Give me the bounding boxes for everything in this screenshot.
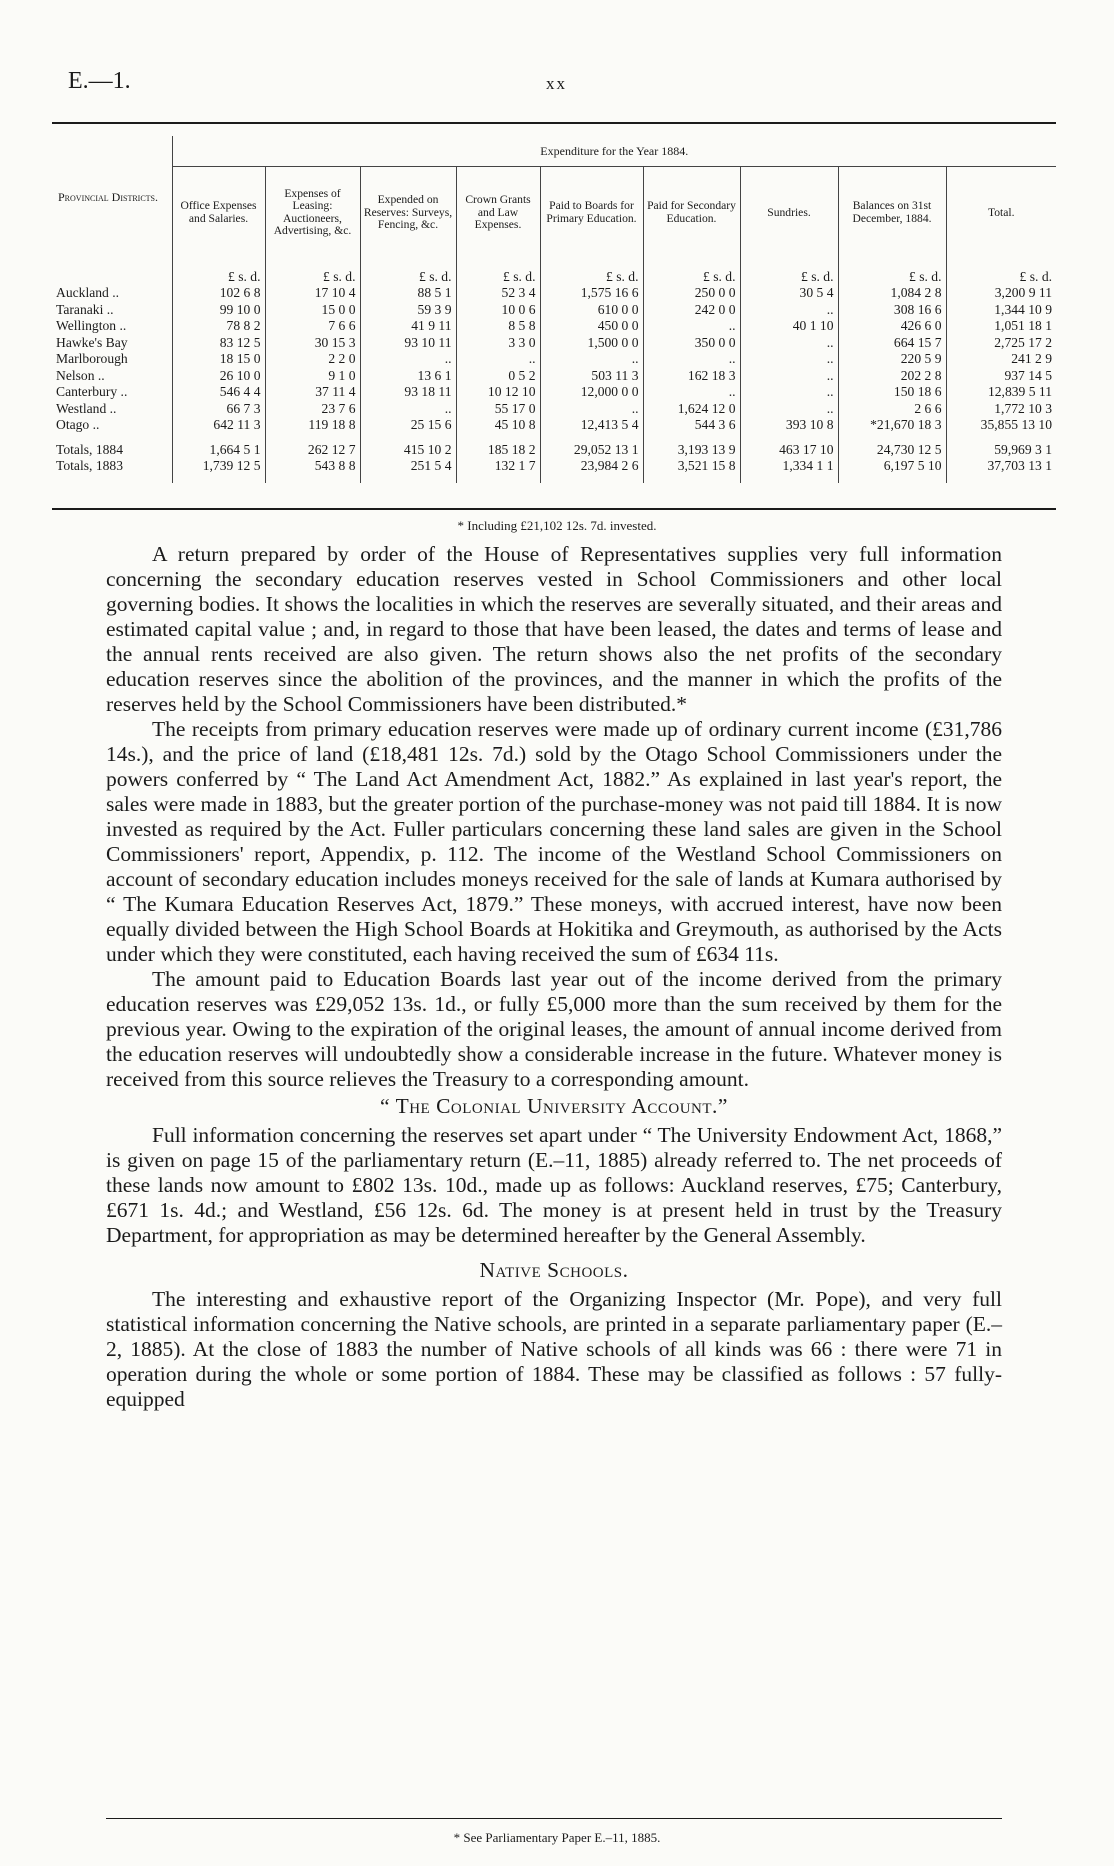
table-cell [172, 475, 265, 483]
table-cell: 30 5 4 [740, 285, 838, 302]
table-cell: 2 6 6 [838, 401, 946, 418]
page-header [68, 68, 1058, 98]
table-cell: 1,500 0 0 [540, 335, 643, 352]
table-cell: £ s. d. [1019, 268, 1053, 284]
table-cell [456, 434, 540, 442]
table-cell [360, 434, 456, 442]
table-cell: 93 10 11 [360, 335, 456, 352]
table-cell: 503 11 3 [540, 368, 643, 385]
table-cell: £ s. d. [456, 259, 540, 286]
table-row [52, 318, 1056, 335]
table-cell: 1,575 16 6 [540, 285, 643, 302]
table-top-rule [52, 122, 1056, 124]
table-cell: £ s. d. [172, 259, 265, 286]
paragraph-secondary-reserves: A return prepared by order of the House of Representatives supplies very full information concerning the secondary education reserves vested in School Commissioners and other local governing bodies. It shows the localities in which the reserves are severally situated, and their areas and estimated capital value ; and, in regard to those that have been leased, the dates and terms of lease and the annual rents received are also given. The return shows also the net profits of the secondary education reserves since the abolition of the provinces, and the manner in which the profits of the reserves held by the School Commissioners have been distributed.* [106, 542, 1002, 716]
page-id: E.—1. [68, 68, 131, 94]
table-cell: 350 0 0 [643, 335, 740, 352]
body-text [106, 542, 1002, 1412]
table-cell: 23,984 2 6 [540, 458, 643, 475]
table-cell: 162 18 3 [643, 368, 740, 385]
table-cell: 24,730 12 5 [838, 442, 946, 459]
table-cell: 1,084 2 8 [838, 285, 946, 302]
table-cell: .. [360, 351, 456, 368]
table-cell: 45 10 8 [456, 417, 540, 434]
page-footnote: * See Parliamentary Paper E.–11, 1885. [453, 1830, 661, 1845]
table-cell: 242 0 0 [643, 302, 740, 319]
district-name: Hawke's Bay [52, 335, 172, 352]
paragraph-boards-payment: The amount paid to Education Boards last year out of the income derived from the primary education reserves was £29,052 13s. 1d., or fully £5,000 more than the sum received by them for the previous year. Owing to the expiration of the original leases, the amount of annual income derived from the education reserves will undoubtedly show a considerable increase in the future. Whatever money is received from this source relieves the Treasury to a corresponding amount. [106, 967, 1002, 1091]
district-name: Auckland .. [52, 285, 172, 302]
table-cell: .. [540, 401, 643, 418]
table-cell [540, 434, 643, 442]
table-cell [540, 475, 643, 483]
district-header: Provincial Districts. [52, 136, 172, 259]
table-row [52, 285, 1056, 302]
paragraph-primary-receipts: The receipts from primary education reserves were made up of ordinary current income (£31,786 14s.), and the price of land (£18,481 12s. 7d.) sold by the Otago School Commissioners under the powers conferred by “ The Land Act Amendment Act, 1882.” As explained in last year's report, the sales were made in 1883, but the greater portion of the purchase-money was not paid till 1884. It is now invested as required by the Act. Fuller particulars concerning these land sales are given in the School Commissioners' report, Appendix, p. 112. The income of the Westland School Commissioners on account of secondary education includes moneys received for the sale of lands at Kumara authorised by “ The Kumara Education Reserves Act, 1879.” These moneys, with accrued interest, have now been equally divided between the High School Boards at Hokitika and Greymouth, as authorised by the Acts under which they were constituted, each having received the sum of £634 11s. [106, 717, 1002, 966]
table-cell: .. [643, 351, 740, 368]
table-row [52, 368, 1056, 385]
table-cell: .. [740, 351, 838, 368]
table-cell: 8 5 8 [456, 318, 540, 335]
district-name [52, 259, 172, 286]
table-cell: 2,725 17 2 [994, 334, 1053, 350]
table-cell: 1,051 18 1 [994, 318, 1053, 333]
units-row [52, 259, 1056, 286]
column-header: Expended on Reserves: Surveys, Fencing, &c. [360, 167, 456, 259]
table-cell: 23 7 6 [265, 401, 360, 418]
table-cell: 415 10 2 [360, 442, 456, 459]
table-cell: *21,670 18 3 [838, 417, 946, 434]
table-cell: 17 10 4 [265, 285, 360, 302]
table-cell: 450 0 0 [540, 318, 643, 335]
table-cell: .. [540, 351, 643, 368]
district-name: Taranaki .. [52, 302, 172, 319]
table-cell: 7 6 6 [265, 318, 360, 335]
table-cell: 119 18 8 [265, 417, 360, 434]
table-cell: 220 5 9 [838, 351, 946, 368]
spacer-row [52, 434, 1056, 442]
table-cell: 18 15 0 [172, 351, 265, 368]
table-cell: 55 17 0 [456, 401, 540, 418]
column-header: Sundries. [740, 167, 838, 259]
table-cell: 1,664 5 1 [172, 442, 265, 459]
column-header: Total. [987, 205, 1015, 219]
district-name: Marlborough [52, 351, 172, 368]
footnote-rule [106, 1818, 1002, 1819]
table-cell: 463 17 10 [740, 442, 838, 459]
table-cell: 937 14 5 [1004, 367, 1053, 383]
table-cell: 9 1 0 [265, 368, 360, 385]
table-cell [172, 434, 265, 442]
table-cell: 262 12 7 [265, 442, 360, 459]
table-cell: 426 6 0 [838, 318, 946, 335]
table-cell [456, 475, 540, 483]
table-cell: 2 2 0 [265, 351, 360, 368]
table-cell: 12,413 5 4 [540, 417, 643, 434]
table-cell: 202 2 8 [838, 368, 946, 385]
table-cell: .. [360, 401, 456, 418]
table-bottom-rule [52, 508, 1056, 510]
table-cell: £ s. d. [838, 259, 946, 286]
table-row [52, 302, 1056, 319]
heading-colonial-university-account: “ The Colonial University Account.” [380, 1094, 728, 1118]
table-cell: .. [456, 351, 540, 368]
table-cell: 250 0 0 [643, 285, 740, 302]
table-cell: 1,624 12 0 [643, 401, 740, 418]
table-cell [740, 475, 838, 483]
table-cell: 251 5 4 [360, 458, 456, 475]
district-name [52, 434, 172, 442]
table-cell: 3,193 13 9 [643, 442, 740, 459]
table-cell: 37 11 4 [265, 384, 360, 401]
column-header: Balances on 31st December, 1884. [838, 167, 946, 259]
table-cell: 66 7 3 [172, 401, 265, 418]
totals-row [52, 442, 1056, 459]
table-cell: 30 15 3 [265, 335, 360, 352]
table-cell: 132 1 7 [456, 458, 540, 475]
column-header: Expenses of Leasing: Auctioneers, Advertising, &c. [265, 167, 360, 259]
table-row [52, 335, 1056, 352]
table-cell: 10 12 10 [456, 384, 540, 401]
table-cell: 10 0 6 [456, 302, 540, 319]
table-cell: .. [740, 335, 838, 352]
table-cell: 185 18 2 [456, 442, 540, 459]
paragraph-university-endowment: Full information concerning the reserves set apart under “ The University Endowment Act, 1868,” is given on page 15 of the parliamentary return (E.–11, 1885) already referred to. The net proceeds of these lands now amount to £802 13s. 10d., made up as follows: Auckland reserves, £75; Canterbury, £671 1s. 4d.; and Westland, £56 12s. 6d. The money is at present held in trust by the Treasury Department, for appropriation as may be determined hereafter by the General Assembly. [106, 1123, 1002, 1247]
table-cell: 93 18 11 [360, 384, 456, 401]
table-cell: £ s. d. [740, 259, 838, 286]
table-cell: 3 3 0 [456, 335, 540, 352]
table-cell: 59 3 9 [360, 302, 456, 319]
table-cell: .. [643, 318, 740, 335]
table-cell: 26 10 0 [172, 368, 265, 385]
table-row [52, 351, 1056, 368]
table-cell: 25 15 6 [360, 417, 456, 434]
table-cell: £ s. d. [643, 259, 740, 286]
table-cell: 78 8 2 [172, 318, 265, 335]
table-cell: .. [740, 302, 838, 319]
table-cell: £ s. d. [540, 259, 643, 286]
table-cell: 15 0 0 [265, 302, 360, 319]
table-row [52, 401, 1056, 418]
table-cell: 544 3 6 [643, 417, 740, 434]
table-cell: 12,000 0 0 [540, 384, 643, 401]
table-cell: .. [740, 384, 838, 401]
table-cell: 41 9 11 [360, 318, 456, 335]
table-cell: 37,703 13 1 [987, 458, 1053, 473]
table-footnote: * Including £21,102 12s. 7d. invested. [457, 518, 657, 533]
totals-row [52, 458, 1056, 475]
column-header: Paid for Secondary Education. [643, 167, 740, 259]
table-caption: Expenditure for the Year 1884. [172, 136, 1056, 167]
table-cell: 35,855 13 10 [980, 417, 1053, 432]
table-cell: .. [740, 401, 838, 418]
table-cell: 1,334 1 1 [740, 458, 838, 475]
table-cell [740, 434, 838, 442]
table-cell [838, 434, 946, 442]
table-cell: 1,772 10 3 [994, 400, 1053, 416]
district-name: Totals, 1883 [52, 458, 172, 475]
page-number: xx [546, 74, 567, 93]
district-name [52, 475, 172, 483]
table-cell: 1,739 12 5 [172, 458, 265, 475]
table-cell: 393 10 8 [740, 417, 838, 434]
expenditure-table [52, 136, 1056, 483]
table-cell [265, 475, 360, 483]
table-cell: 241 2 9 [1011, 351, 1053, 366]
table-cell: 308 16 6 [838, 302, 946, 319]
table-row [52, 384, 1056, 401]
table-cell: 40 1 10 [740, 318, 838, 335]
table-cell [360, 475, 456, 483]
table-cell: 543 8 8 [265, 458, 360, 475]
table-cell: 99 10 0 [172, 302, 265, 319]
table-cell: 150 18 6 [838, 384, 946, 401]
table-cell: 59,969 3 1 [994, 441, 1053, 457]
district-name: Wellington .. [52, 318, 172, 335]
table-cell: 12,839 5 11 [987, 384, 1053, 399]
heading-native-schools: Native Schools. [479, 1258, 629, 1282]
district-name: Otago .. [52, 417, 172, 434]
table-cell: 664 15 7 [838, 335, 946, 352]
column-headers [52, 167, 1056, 259]
table-cell [643, 434, 740, 442]
paragraph-native-schools: The interesting and exhaustive report of the Organizing Inspector (Mr. Pope), and very full statistical information concerning the Native schools, are printed in a separate parliamentary paper (E.–2, 1885). At the close of 1883 the number of Native schools of all kinds was 66 : there were 71 in operation during the whole or some portion of 1884. These may be classified as follows : 57 fully-equipped [106, 1287, 1002, 1411]
table-cell [265, 434, 360, 442]
table-cell: 13 6 1 [360, 368, 456, 385]
column-header: Paid to Boards for Primary Education. [540, 167, 643, 259]
table-cell: 3,200 9 11 [994, 285, 1053, 300]
district-name: Totals, 1884 [52, 442, 172, 459]
spacer-row [52, 475, 1056, 483]
table-cell: 52 3 4 [456, 285, 540, 302]
column-header: Office Expenses and Salaries. [172, 167, 265, 259]
table-cell [946, 434, 1056, 442]
district-name: Nelson .. [52, 368, 172, 385]
table-cell: £ s. d. [360, 259, 456, 286]
table-cell: 0 5 2 [456, 368, 540, 385]
table-cell [643, 475, 740, 483]
table-cell [946, 475, 1056, 483]
table-cell: 642 11 3 [172, 417, 265, 434]
table-cell: 3,521 15 8 [643, 458, 740, 475]
table-cell: .. [740, 368, 838, 385]
table-cell: 546 4 4 [172, 384, 265, 401]
table-cell: 102 6 8 [172, 285, 265, 302]
table-cell: 1,344 10 9 [994, 301, 1053, 317]
table-cell: 88 5 1 [360, 285, 456, 302]
table-row [52, 417, 1056, 434]
table-cell: .. [643, 384, 740, 401]
table-cell: £ s. d. [265, 259, 360, 286]
table-cell [838, 475, 946, 483]
column-header: Crown Grants and Law Expenses. [456, 167, 540, 259]
district-name: Canterbury .. [52, 384, 172, 401]
table-cell: 29,052 13 1 [540, 442, 643, 459]
table-cell: 6,197 5 10 [838, 458, 946, 475]
district-name: Westland .. [52, 401, 172, 418]
table-cell: 83 12 5 [172, 335, 265, 352]
table-cell: 610 0 0 [540, 302, 643, 319]
